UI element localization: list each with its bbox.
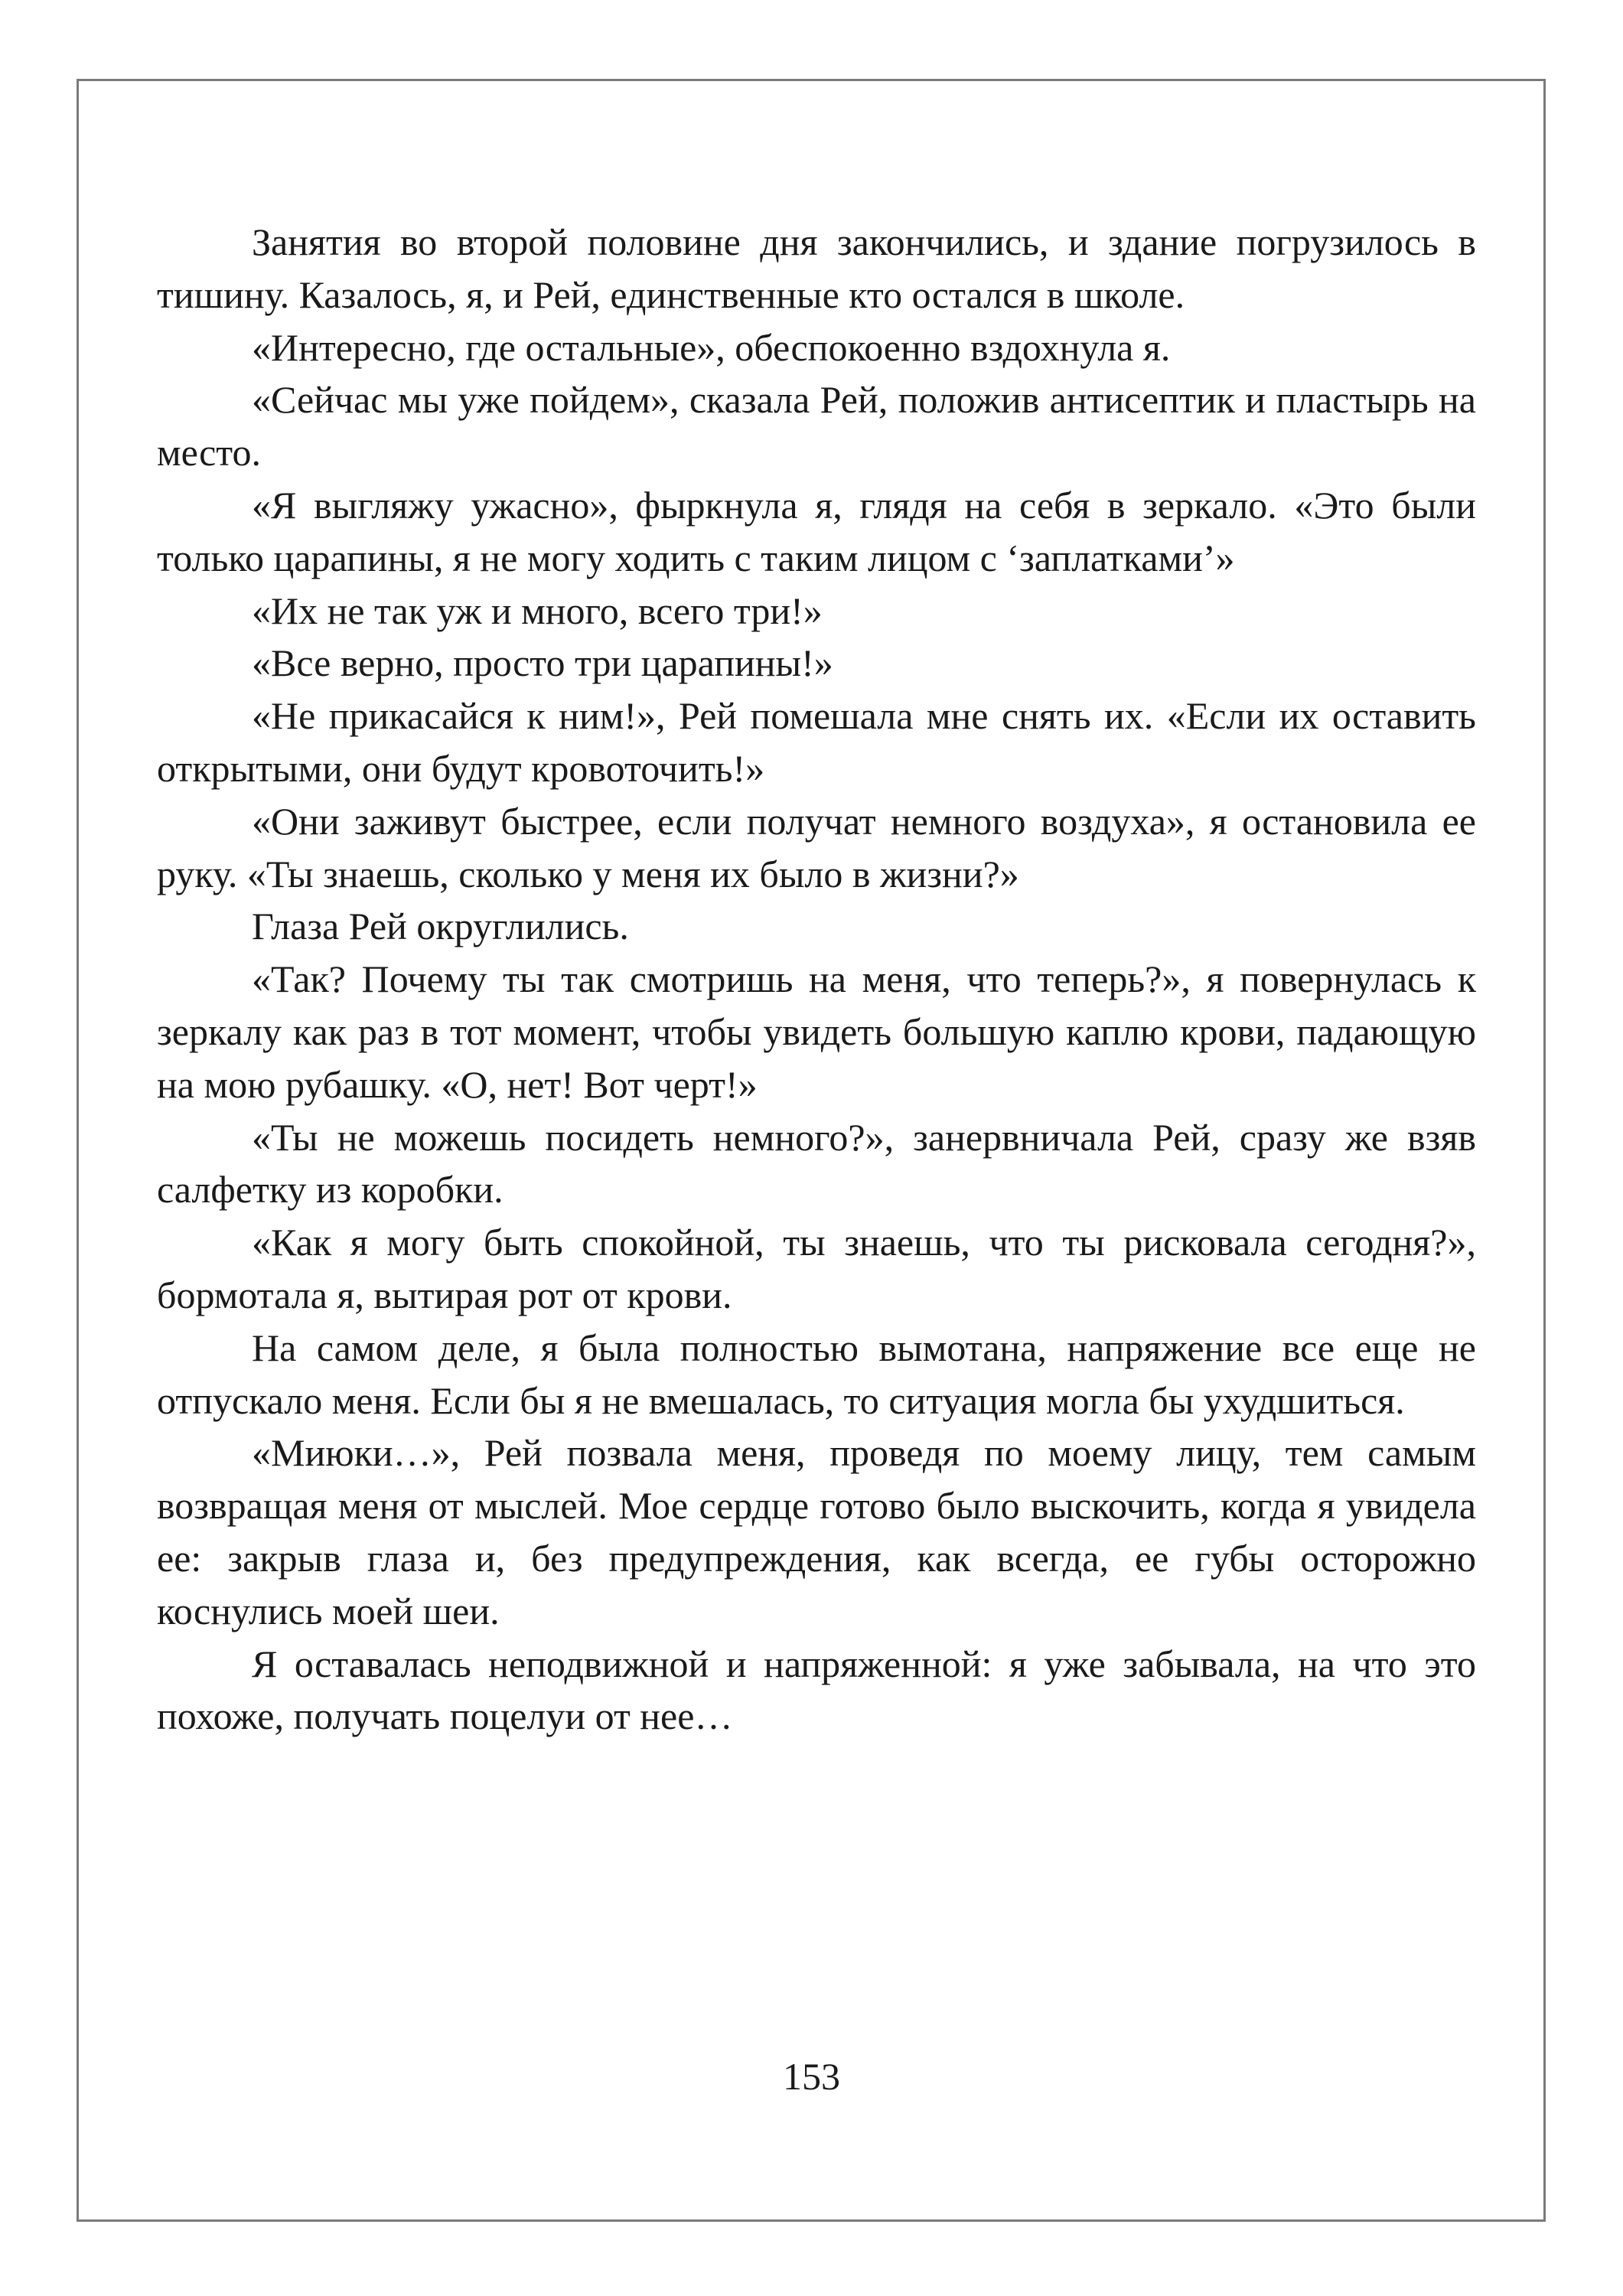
paragraph: Глаза Рей округлились. [252, 905, 629, 948]
paragraph: «Они заживут быстрее, если получат немного воздуха», я остановила ее руку. «Ты знаешь, сколько у меня их было в жизни?» [157, 799, 1476, 895]
body-text [157, 216, 1476, 1743]
paragraph: Я оставалась неподвижной и напряженной: я уже забывала, на что это похоже, получать поцелуи от нее… [157, 1642, 1476, 1738]
paragraph: «Ты не можешь посидеть немного?», занервничала Рей, сразу же взяв салфетку из коробки. [157, 1115, 1476, 1212]
paragraph: На самом деле, я была полностью вымотана, напряжение все еще не отпускало меня. Если бы я не вмешалась, то ситуация могла бы ухудшиться. [157, 1326, 1476, 1422]
paragraph: «Все верно, просто три царапины!» [252, 641, 833, 685]
paragraph: «Не прикасайся к ним!», Рей помешала мне снять их. «Если их оставить открытыми, они будут кровоточить!» [157, 694, 1476, 790]
page-number: 153 [783, 2055, 840, 2098]
paragraph: «Миюки…», Рей позвала меня, проведя по моему лицу, тем самым возвращая меня от мыслей. Мое сердце готово было выскочить, когда я увидела ее: закрыв глаза и, без предупреждения, как всегда, ее губы осторожно коснулись моей шеи. [157, 1431, 1476, 1632]
paragraph: «Я выгляжу ужасно», фыркнула я, глядя на себя в зеркало. «Это были только царапины, я не могу ходить с таким лицом с ‘заплатками’» [157, 483, 1476, 579]
paragraph: «Сейчас мы уже пойдем», сказала Рей, положив антисептик и пластырь на место. [157, 378, 1476, 475]
paragraph: «Интересно, где остальные», обеспокоенно вздохнула я. [252, 325, 1171, 369]
paragraph: Занятия во второй половине дня закончились, и здание погрузилось в тишину. Казалось, я, и Рей, единственные кто остался в школе. [157, 220, 1476, 316]
paragraph: «Так? Почему ты так смотришь на меня, что теперь?», я повернулась к зеркалу как раз в тот момент, чтобы увидеть большую каплю крови, падающую на мою рубашку. «О, нет! Вот черт!» [157, 957, 1476, 1106]
paragraph: «Их не так уж и много, всего три!» [252, 589, 823, 632]
paragraph: «Как я могу быть спокойной, ты знаешь, что ты рисковала сегодня?», бормотала я, вытирая рот от крови. [157, 1221, 1476, 1316]
